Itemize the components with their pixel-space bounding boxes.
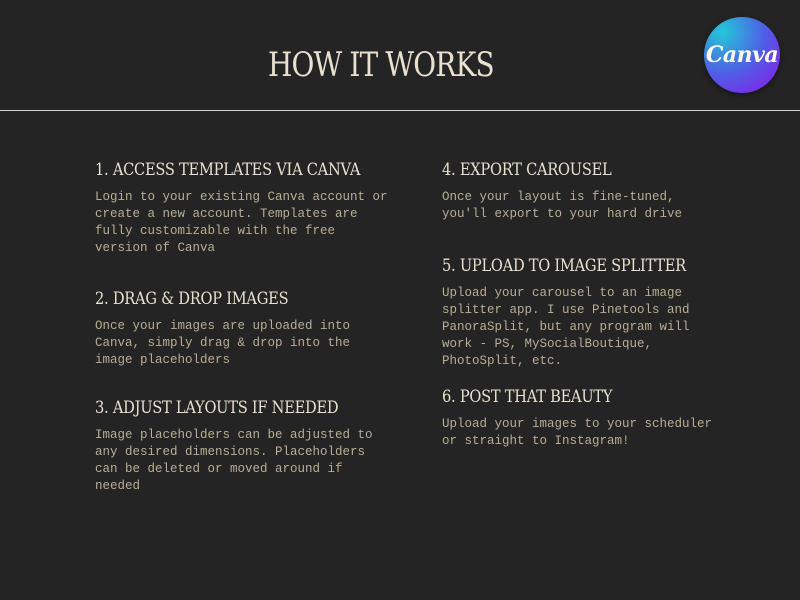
step-6 bbox=[442, 386, 717, 450]
step-3-description: Image placeholders can be adjusted to any desired dimensions. Placeholders can be deleted or moved around if needed bbox=[95, 428, 373, 493]
page-title: HOW IT WORKS bbox=[268, 45, 494, 85]
step-3 bbox=[95, 397, 395, 495]
step-1 bbox=[95, 159, 395, 257]
step-4-heading: 4. EXPORT CAROUSEL bbox=[442, 160, 612, 180]
header-divider bbox=[0, 110, 800, 111]
step-2-heading: 2. DRAG & DROP IMAGES bbox=[95, 289, 289, 309]
step-5-heading: 5. UPLOAD TO IMAGE SPLITTER bbox=[442, 256, 686, 276]
step-5 bbox=[442, 255, 717, 370]
step-6-heading: 6. POST THAT BEAUTY bbox=[442, 387, 613, 407]
logo-text: Canva bbox=[705, 42, 779, 68]
step-3-heading: 3. ADJUST LAYOUTS IF NEEDED bbox=[95, 398, 339, 418]
step-1-description: Login to your existing Canva account or create a new account. Templates are fully customizable with the free version of Canva bbox=[95, 190, 388, 255]
step-1-heading: 1. ACCESS TEMPLATES VIA CANVA bbox=[95, 160, 361, 180]
header bbox=[0, 0, 800, 111]
canva-logo-icon bbox=[704, 17, 780, 93]
step-4 bbox=[442, 159, 712, 223]
step-2-description: Once your images are uploaded into Canva, simply drag & drop into the image placeholders bbox=[95, 319, 351, 367]
step-6-description: Upload your images to your scheduler or straight to Instagram! bbox=[442, 417, 713, 448]
step-2 bbox=[95, 288, 395, 369]
step-4-description: Once your layout is fine-tuned, you'll export to your hard drive bbox=[442, 190, 683, 221]
step-5-description: Upload your carousel to an image splitter app. I use Pinetools and PanoraSplit, but any program will work - PS, MySocialBoutique, PhotoSplit, etc. bbox=[442, 286, 690, 368]
